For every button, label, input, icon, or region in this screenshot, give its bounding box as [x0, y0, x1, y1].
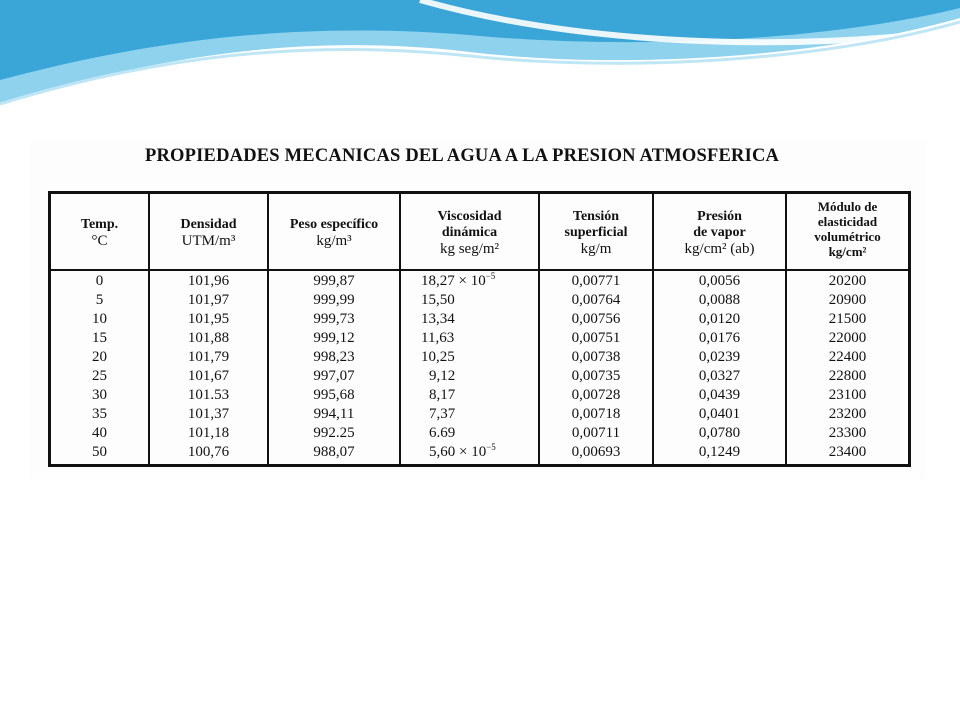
table-title: PROPIEDADES MECANICAS DEL AGUA A LA PRESION ATMOSFERICA [145, 146, 780, 166]
header-peso-especifico: Peso específico kg/m³ [289, 217, 379, 249]
table-cell: 995,68 [313, 387, 355, 403]
table-cell: 11,63 [421, 330, 455, 346]
column-tension [540, 194, 652, 464]
column-viscosidad [401, 194, 538, 464]
table-cell: 0,1249 [698, 444, 741, 460]
peso-values [269, 272, 399, 462]
table-cell: 101,18 [187, 425, 230, 441]
exponent: −5 [486, 442, 496, 452]
tension-values [540, 272, 652, 462]
table-cell: 0 [95, 273, 104, 289]
table-cell: 0,0401 [698, 406, 741, 422]
table-cell: 0,00735 [571, 368, 621, 384]
table-cell: 0,0176 [698, 330, 741, 346]
table-cell: 23200 [828, 406, 867, 422]
column-presion-vapor [654, 194, 785, 464]
table-cell: 35 [92, 406, 107, 422]
modulo-values [787, 272, 908, 462]
header-modulo: Módulo de elasticidad volumétrico kg/cm² [814, 199, 881, 259]
water-properties-table [48, 191, 911, 467]
column-peso-especifico [269, 194, 399, 464]
column-modulo [787, 194, 908, 464]
table-cell: 7,37 [429, 406, 456, 422]
table-cell: 30 [92, 387, 107, 403]
table-cell: 21500 [828, 311, 867, 327]
table-cell: 22800 [828, 368, 867, 384]
table-cell: 23300 [828, 425, 867, 441]
temp-values [51, 272, 148, 462]
table-cell: 101,88 [187, 330, 230, 346]
column-temp [51, 194, 148, 464]
table-cell: 8,17 [429, 387, 456, 403]
table-cell: 23400 [828, 444, 867, 460]
table-cell: 15 [92, 330, 107, 346]
table-cell: 100,76 [187, 444, 230, 460]
table-cell: 0,00738 [571, 349, 621, 365]
table-cell: 101,37 [187, 406, 230, 422]
table-cell: 6.69 [429, 425, 456, 441]
table-cell: 22000 [828, 330, 867, 346]
table-cell: 999,99 [313, 292, 355, 308]
table-cell: 40 [92, 425, 107, 441]
table-cell: 997,07 [313, 368, 355, 384]
table-cell: 0,00751 [571, 330, 621, 346]
table-cell: $5,60 \times 10^{-5}$ [429, 442, 496, 460]
table-cell: 0,00771 [571, 273, 621, 289]
table-cell: 998,23 [313, 349, 355, 365]
densidad-values [150, 272, 267, 462]
table-cell: $18,27 \times 10^{-5}$ [421, 271, 496, 289]
table-cell: 10 [92, 311, 107, 327]
header-viscosidad: Viscosidad dinámica kg seg/m² [437, 209, 502, 257]
table-cell: 0,0088 [698, 292, 741, 308]
header-temp: Temp. °C [80, 217, 119, 249]
header-densidad: Densidad UTM/m³ [180, 217, 237, 249]
table-cell: 20 [92, 349, 107, 365]
table-cell: 20900 [828, 292, 867, 308]
table-cell: 10,25 [421, 349, 455, 365]
table-cell: 50 [92, 444, 107, 460]
table-cell: 101,95 [187, 311, 230, 327]
table-cell: 15,50 [421, 292, 455, 308]
table-cell: 0,00728 [571, 387, 621, 403]
table-cell: 0,0439 [698, 387, 741, 403]
viscosidad-values [401, 272, 538, 462]
table-cell: 23100 [828, 387, 867, 403]
column-densidad [150, 194, 267, 464]
table-cell: 5 [95, 292, 104, 308]
table-cell: 0,00693 [571, 444, 621, 460]
table-cell: 0,00711 [571, 425, 621, 441]
table-cell: 101,79 [187, 349, 230, 365]
header-wave-decoration [0, 0, 960, 120]
table-cell: 13,34 [421, 311, 455, 327]
table-cell: 0,00764 [571, 292, 621, 308]
table-cell: 0,0780 [698, 425, 741, 441]
table-cell: 999,73 [313, 311, 355, 327]
table-cell: 101,96 [187, 273, 230, 289]
header-presion-vapor: Presión de vapor kg/cm² (ab) [684, 209, 755, 257]
table-cell: 25 [92, 368, 107, 384]
table-cell: 101,67 [187, 368, 230, 384]
table-cell: 0,0327 [698, 368, 741, 384]
table-cell: 0,00718 [571, 406, 621, 422]
table-cell: 101,97 [187, 292, 230, 308]
table-cell: 999,87 [313, 273, 355, 289]
table-cell: 9,12 [429, 368, 456, 384]
presion-values [654, 272, 785, 462]
table-cell: 992.25 [313, 425, 355, 441]
exponent: −5 [485, 271, 496, 281]
table-cell: 994,11 [313, 406, 355, 422]
table-cell: 0,0120 [698, 311, 741, 327]
table-cell: 22400 [828, 349, 867, 365]
table-cell: 988,07 [313, 444, 355, 460]
table-cell: 0,0239 [698, 349, 741, 365]
table-cell: 999,12 [313, 330, 355, 346]
table-cell: 0,0056 [698, 273, 741, 289]
table-cell: 20200 [828, 273, 867, 289]
header-tension: Tensión superficial kg/m [564, 209, 628, 257]
table-cell: 0,00756 [571, 311, 621, 327]
table-cell: 101.53 [187, 387, 230, 403]
